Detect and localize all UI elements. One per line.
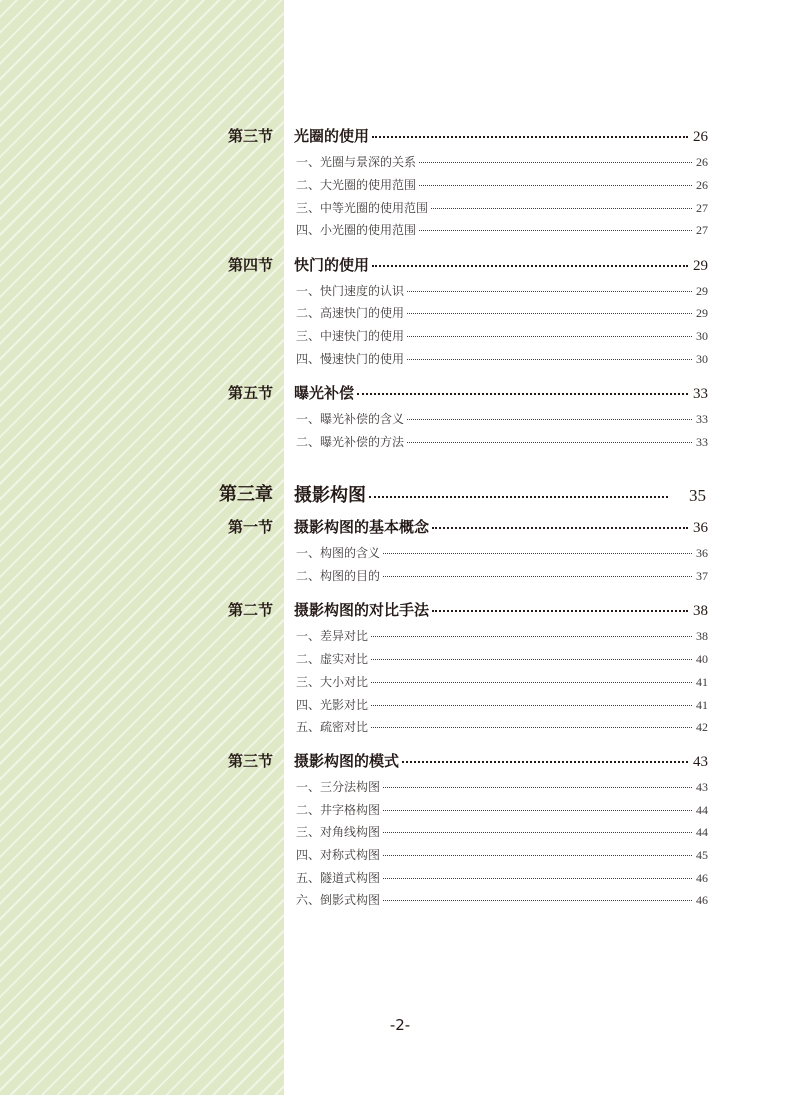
toc-entry-page: 41 <box>696 675 708 689</box>
dot-leader <box>407 359 692 360</box>
toc-entry-title: 一、差异对比 <box>296 629 369 643</box>
toc-entry-page: 40 <box>696 652 708 666</box>
toc-entry-page: 33 <box>696 435 708 449</box>
toc-entry-page: 27 <box>696 201 708 215</box>
dot-leader <box>407 419 692 420</box>
toc-entry-title: 三、中速快门的使用 <box>296 329 405 343</box>
toc-entry-page: 44 <box>696 825 708 839</box>
toc-item-row <box>296 304 708 321</box>
toc-entry-page: 38 <box>693 603 708 619</box>
toc-entry-page: 29 <box>693 258 708 274</box>
dot-leader <box>431 208 692 209</box>
dot-leader <box>432 610 688 612</box>
dot-leader <box>383 787 692 788</box>
dot-leader <box>383 553 692 554</box>
toc-entry-title: 快门的使用 <box>294 256 370 274</box>
dot-leader <box>383 878 692 879</box>
dot-leader <box>372 265 688 267</box>
toc-section-row <box>294 382 708 403</box>
dot-leader <box>371 659 692 660</box>
toc-item-row <box>296 350 708 367</box>
dot-leader <box>432 527 688 529</box>
toc-item-row <box>296 327 708 344</box>
toc-entry-page: 29 <box>696 306 708 320</box>
toc-entry-title: 四、光影对比 <box>296 698 369 712</box>
toc-item-row <box>296 696 708 713</box>
dot-leader <box>402 761 688 763</box>
toc-item-row <box>296 650 708 667</box>
dot-leader <box>383 576 692 577</box>
toc-item-row <box>296 846 708 863</box>
page-number: -2- <box>389 1016 411 1034</box>
section-label: 第四节 <box>227 256 273 274</box>
toc-entry-title: 五、隧道式构图 <box>296 871 381 885</box>
toc-item-row <box>296 869 708 886</box>
toc-entry-page: 26 <box>696 155 708 169</box>
toc-entry-title: 摄影构图的对比手法 <box>294 601 430 619</box>
toc-item-row <box>296 891 708 908</box>
toc-entry-page: 46 <box>696 893 708 907</box>
toc-entry-title: 三、对角线构图 <box>296 825 381 839</box>
toc-item-row <box>296 221 708 238</box>
dot-leader <box>407 313 692 314</box>
toc-item-row <box>296 410 708 427</box>
toc-chapter-row <box>294 481 706 507</box>
dot-leader <box>383 855 692 856</box>
toc-entry-title: 二、大光圈的使用范围 <box>296 178 417 192</box>
toc-entry-page: 33 <box>693 386 708 402</box>
toc-entry-page: 30 <box>696 352 708 366</box>
dot-leader <box>407 336 692 337</box>
toc-entry-title: 三、大小对比 <box>296 675 369 689</box>
toc-entry-title: 摄影构图的模式 <box>294 752 400 770</box>
dot-leader <box>383 810 692 811</box>
toc-item-row <box>296 544 708 561</box>
toc-entry-title: 摄影构图的基本概念 <box>294 518 430 536</box>
toc-entry-title: 六、倒影式构图 <box>296 893 381 907</box>
toc-entry-page: 36 <box>696 546 708 560</box>
toc-entry-title: 二、虚实对比 <box>296 652 369 666</box>
toc-section-row <box>294 599 708 620</box>
toc-entry-title: 曝光补偿 <box>294 384 355 402</box>
dot-leader <box>383 832 692 833</box>
dot-leader <box>371 727 692 728</box>
toc-entry-title: 一、光圈与景深的关系 <box>296 155 417 169</box>
toc-entry-title: 三、中等光圈的使用范围 <box>296 201 429 215</box>
toc-entry-title: 四、慢速快门的使用 <box>296 352 405 366</box>
toc-item-row <box>296 567 708 584</box>
toc-entry-page: 43 <box>693 754 708 770</box>
dot-leader <box>371 682 692 683</box>
toc-entry-page: 37 <box>696 569 708 583</box>
toc-entry-title: 光圈的使用 <box>294 127 370 145</box>
section-label: 第三节 <box>227 752 273 770</box>
toc-entry-page: 44 <box>696 803 708 817</box>
toc-entry-page: 46 <box>696 871 708 885</box>
toc-item-row <box>296 627 708 644</box>
toc-entry-title: 四、小光圈的使用范围 <box>296 223 417 237</box>
dot-leader <box>369 496 668 498</box>
dot-leader <box>407 442 692 443</box>
toc-section-row <box>294 516 708 537</box>
dot-leader <box>419 230 692 231</box>
toc-entry-page: 36 <box>693 520 708 536</box>
toc-entry-title: 一、三分法构图 <box>296 780 381 794</box>
dot-leader <box>419 162 692 163</box>
toc-section-row <box>294 750 708 771</box>
toc-item-row <box>296 673 708 690</box>
toc-entry-page: 38 <box>696 629 708 643</box>
toc-entry-title: 二、高速快门的使用 <box>296 306 405 320</box>
toc-section-row <box>294 254 708 275</box>
toc-entry-page: 30 <box>696 329 708 343</box>
toc-entry-title: 二、构图的目的 <box>296 569 381 583</box>
toc-entry-page: 33 <box>696 412 708 426</box>
section-label: 第三节 <box>227 127 273 145</box>
toc-entry-title: 四、对称式构图 <box>296 848 381 862</box>
toc-item-row <box>296 778 708 795</box>
dot-leader <box>372 136 688 138</box>
toc-entry-title: 五、疏密对比 <box>296 720 369 734</box>
toc-item-row <box>296 801 708 818</box>
toc-entry-page: 27 <box>696 223 708 237</box>
toc-section-row <box>294 125 708 146</box>
dot-leader <box>383 900 692 901</box>
toc-entry-title: 一、构图的含义 <box>296 546 381 560</box>
section-label: 第五节 <box>227 384 273 402</box>
toc-entry-title: 一、快门速度的认识 <box>296 284 405 298</box>
toc-entry-page: 45 <box>696 848 708 862</box>
section-label: 第一节 <box>227 518 273 536</box>
toc-item-row <box>296 199 708 216</box>
toc-entry-page: 43 <box>696 780 708 794</box>
toc-entry-title: 摄影构图 <box>294 485 366 506</box>
toc-item-row <box>296 433 708 450</box>
dot-leader <box>371 636 692 637</box>
dot-leader <box>407 291 692 292</box>
dot-leader <box>371 705 692 706</box>
toc-entry-page: 42 <box>696 720 708 734</box>
toc-entry-page: 26 <box>693 129 708 145</box>
toc-entry-title: 二、曝光补偿的方法 <box>296 435 405 449</box>
toc-item-row <box>296 282 708 299</box>
dot-leader <box>419 185 692 186</box>
dot-leader <box>357 393 688 395</box>
toc-entry-title: 一、曝光补偿的含义 <box>296 412 405 426</box>
toc-item-row <box>296 176 708 193</box>
toc-entry-page: 41 <box>696 698 708 712</box>
toc-entry-page: 29 <box>696 284 708 298</box>
chapter-label: 第三章 <box>219 484 273 505</box>
toc-entry-title: 二、井字格构图 <box>296 803 381 817</box>
section-label: 第二节 <box>227 601 273 619</box>
toc-item-row <box>296 718 708 735</box>
toc-entry-page: 26 <box>696 178 708 192</box>
toc-item-row <box>296 823 708 840</box>
toc-item-row <box>296 153 708 170</box>
toc-entry-page: 35 <box>689 486 706 505</box>
